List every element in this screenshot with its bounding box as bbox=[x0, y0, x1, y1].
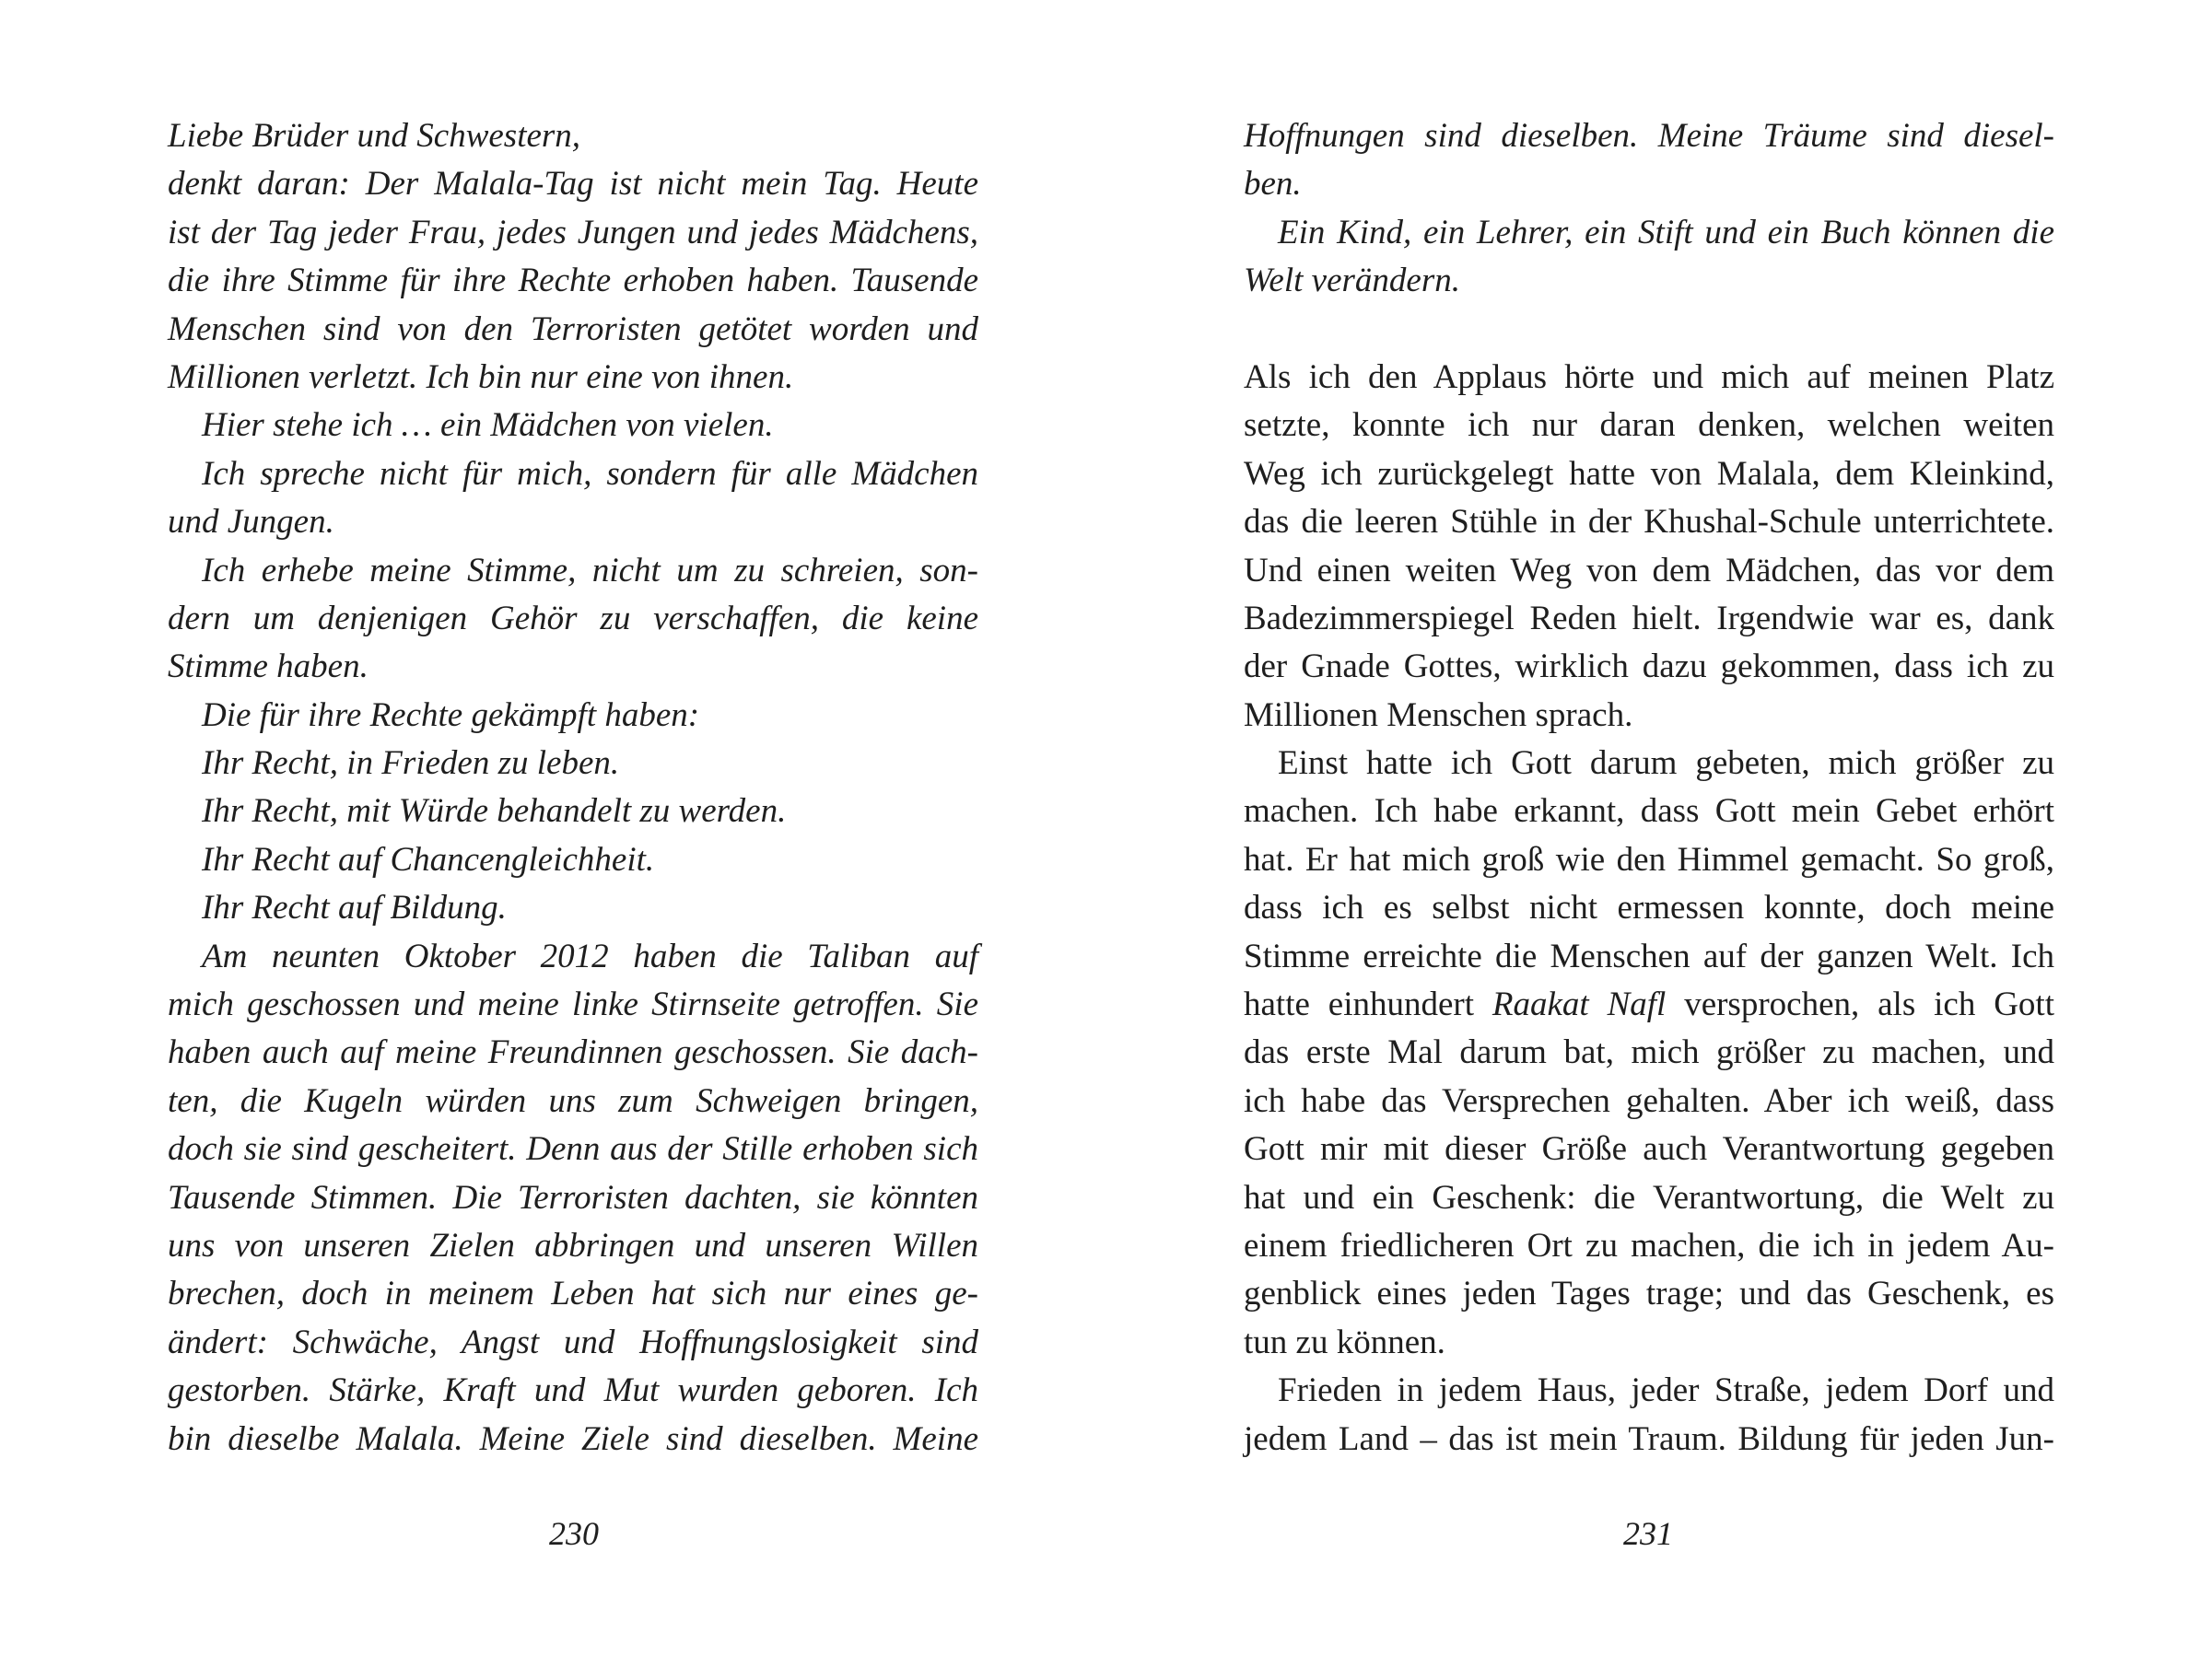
text-line: Weg ich zurückgelegt hatte von Malala, dem Kleinkind, bbox=[1244, 454, 2054, 493]
text-line: ten, die Kugeln würden uns zum Schweigen bringen, bbox=[168, 1081, 978, 1120]
text-line: uns von unseren Zielen abbringen und unseren Willen bbox=[168, 1226, 978, 1265]
text-line: die ihre Stimme für ihre Rechte erhoben haben. Tausende bbox=[168, 262, 978, 300]
text-line: bin dieselbe Malala. Meine Ziele sind dieselben. Meine bbox=[168, 1419, 978, 1458]
text-line: Ein Kind, ein Lehrer, ein Stift und ein Buch können die bbox=[1278, 213, 2054, 251]
text-line bbox=[1244, 306, 2054, 354]
text-line: Liebe Brüder und Schwestern, bbox=[168, 117, 581, 155]
text-line: Stimme erreichte die Menschen auf der ganzen Welt. Ich bbox=[1244, 937, 2054, 975]
italic-term: Raakat Nafl bbox=[1492, 986, 1667, 1024]
text-line: einem friedlicheren Ort zu machen, die ich in jedem Au- bbox=[1244, 1226, 2054, 1265]
text-line: gestorben. Stärke, Kraft und Mut wurden geboren. Ich bbox=[168, 1371, 978, 1410]
text-line: Einst hatte ich Gott darum gebeten, mich größer zu bbox=[1278, 744, 2054, 783]
text-line: ändert: Schwäche, Angst und Hoffnungslosigkeit sind bbox=[168, 1323, 978, 1361]
text-line: Ich erhebe meine Stimme, nicht um zu schreien, son- bbox=[202, 551, 978, 589]
text-line bbox=[1244, 981, 2054, 1029]
text-line: Ihr Recht, in Frieden zu leben. bbox=[202, 744, 620, 783]
text-line: jedem Land – das ist mein Traum. Bildung für jeden Jun- bbox=[1244, 1419, 2054, 1458]
text-line: machen. Ich habe erkannt, dass Gott mein Gebet erhört bbox=[1244, 792, 2054, 831]
text-line: doch sie sind gescheitert. Denn aus der Stille erhoben sich bbox=[168, 1130, 978, 1169]
text-line: denkt daran: Der Malala-Tag ist nicht mein Tag. Heute bbox=[168, 165, 978, 204]
text-line: dern um denjenigen Gehör zu verschaffen, die keine bbox=[168, 599, 978, 637]
page-number-left: 230 bbox=[549, 1515, 599, 1552]
text-line: Ihr Recht auf Chancengleichheit. bbox=[202, 840, 655, 879]
text-line: hat und ein Geschenk: die Verantwortung, die Welt zu bbox=[1244, 1178, 2054, 1217]
text-line: ben. bbox=[1244, 165, 1302, 204]
text-line: ich habe das Versprechen gehalten. Aber ich weiß, dass bbox=[1244, 1081, 2054, 1120]
text-line: setzte, konnte ich nur daran denken, welchen weiten bbox=[1244, 406, 2054, 445]
text-line: Badezimmerspiegel Reden hielt. Irgendwie war es, dank bbox=[1244, 599, 2054, 637]
text-line: Die für ihre Rechte gekämpft haben: bbox=[202, 695, 700, 734]
text-line: Am neunten Oktober 2012 haben die Taliban auf bbox=[202, 937, 978, 975]
text-line: genblick eines jeden Tages trage; und das Geschenk, es bbox=[1244, 1275, 2054, 1313]
text-line: brechen, doch in meinem Leben hat sich nur eines ge- bbox=[168, 1275, 978, 1313]
text-line: Millionen verletzt. Ich bin nur eine von ihnen. bbox=[168, 357, 794, 396]
text-line: Welt verändern. bbox=[1244, 262, 1460, 300]
right-page-text bbox=[1244, 112, 2054, 1464]
text-line: Gott mir mit dieser Größe auch Verantwortung gegeben bbox=[1244, 1130, 2054, 1169]
text-line: Und einen weiten Weg von dem Mädchen, das vor dem bbox=[1244, 551, 2054, 589]
text-line: mich geschossen und meine linke Stirnseite getroffen. Sie bbox=[168, 986, 978, 1024]
text-line: Als ich den Applaus hörte und mich auf meinen Platz bbox=[1244, 357, 2054, 396]
left-page-text bbox=[168, 112, 978, 1464]
text-line: Ich spreche nicht für mich, sondern für alle Mädchen bbox=[202, 454, 978, 493]
text-line: tun zu können. bbox=[1244, 1323, 1445, 1361]
text-line: und Jungen. bbox=[168, 503, 334, 542]
text-line: Hoffnungen sind dieselben. Meine Träume sind diesel- bbox=[1244, 117, 2054, 155]
text-line: das erste Mal darum bat, mich größer zu machen, und bbox=[1244, 1033, 2054, 1072]
text-line: Tausende Stimmen. Die Terroristen dachten, sie könnten bbox=[168, 1178, 978, 1217]
text-line: ist der Tag jeder Frau, jedes Jungen und jedes Mädchens, bbox=[168, 213, 978, 251]
page-number-right: 231 bbox=[1623, 1515, 1673, 1552]
text-segment: hatte einhundert bbox=[1244, 986, 1492, 1024]
text-line: haben auch auf meine Freundinnen geschossen. Sie dach- bbox=[168, 1033, 978, 1072]
text-line: Stimme haben. bbox=[168, 648, 368, 686]
text-line: Menschen sind von den Terroristen getötet worden und bbox=[168, 309, 978, 348]
text-line: hat. Er hat mich groß wie den Himmel gemacht. So groß, bbox=[1244, 840, 2054, 879]
text-line: Ihr Recht, mit Würde behandelt zu werden. bbox=[202, 792, 787, 831]
text-line: Millionen Menschen sprach. bbox=[1244, 695, 1633, 734]
text-line: Frieden in jedem Haus, jeder Straße, jedem Dorf und bbox=[1278, 1371, 2054, 1410]
text-line: dass ich es selbst nicht ermessen konnte, doch meine bbox=[1244, 889, 2054, 928]
text-line: Ihr Recht auf Bildung. bbox=[202, 889, 507, 928]
text-line: Hier stehe ich … ein Mädchen von vielen. bbox=[202, 406, 774, 445]
text-segment: versprochen, als ich Gott bbox=[1666, 986, 2054, 1024]
text-line: der Gnade Gottes, wirklich dazu gekommen, dass ich zu bbox=[1244, 648, 2054, 686]
text-line: das die leeren Stühle in der Khushal-Schule unterrichtete. bbox=[1244, 503, 2054, 542]
